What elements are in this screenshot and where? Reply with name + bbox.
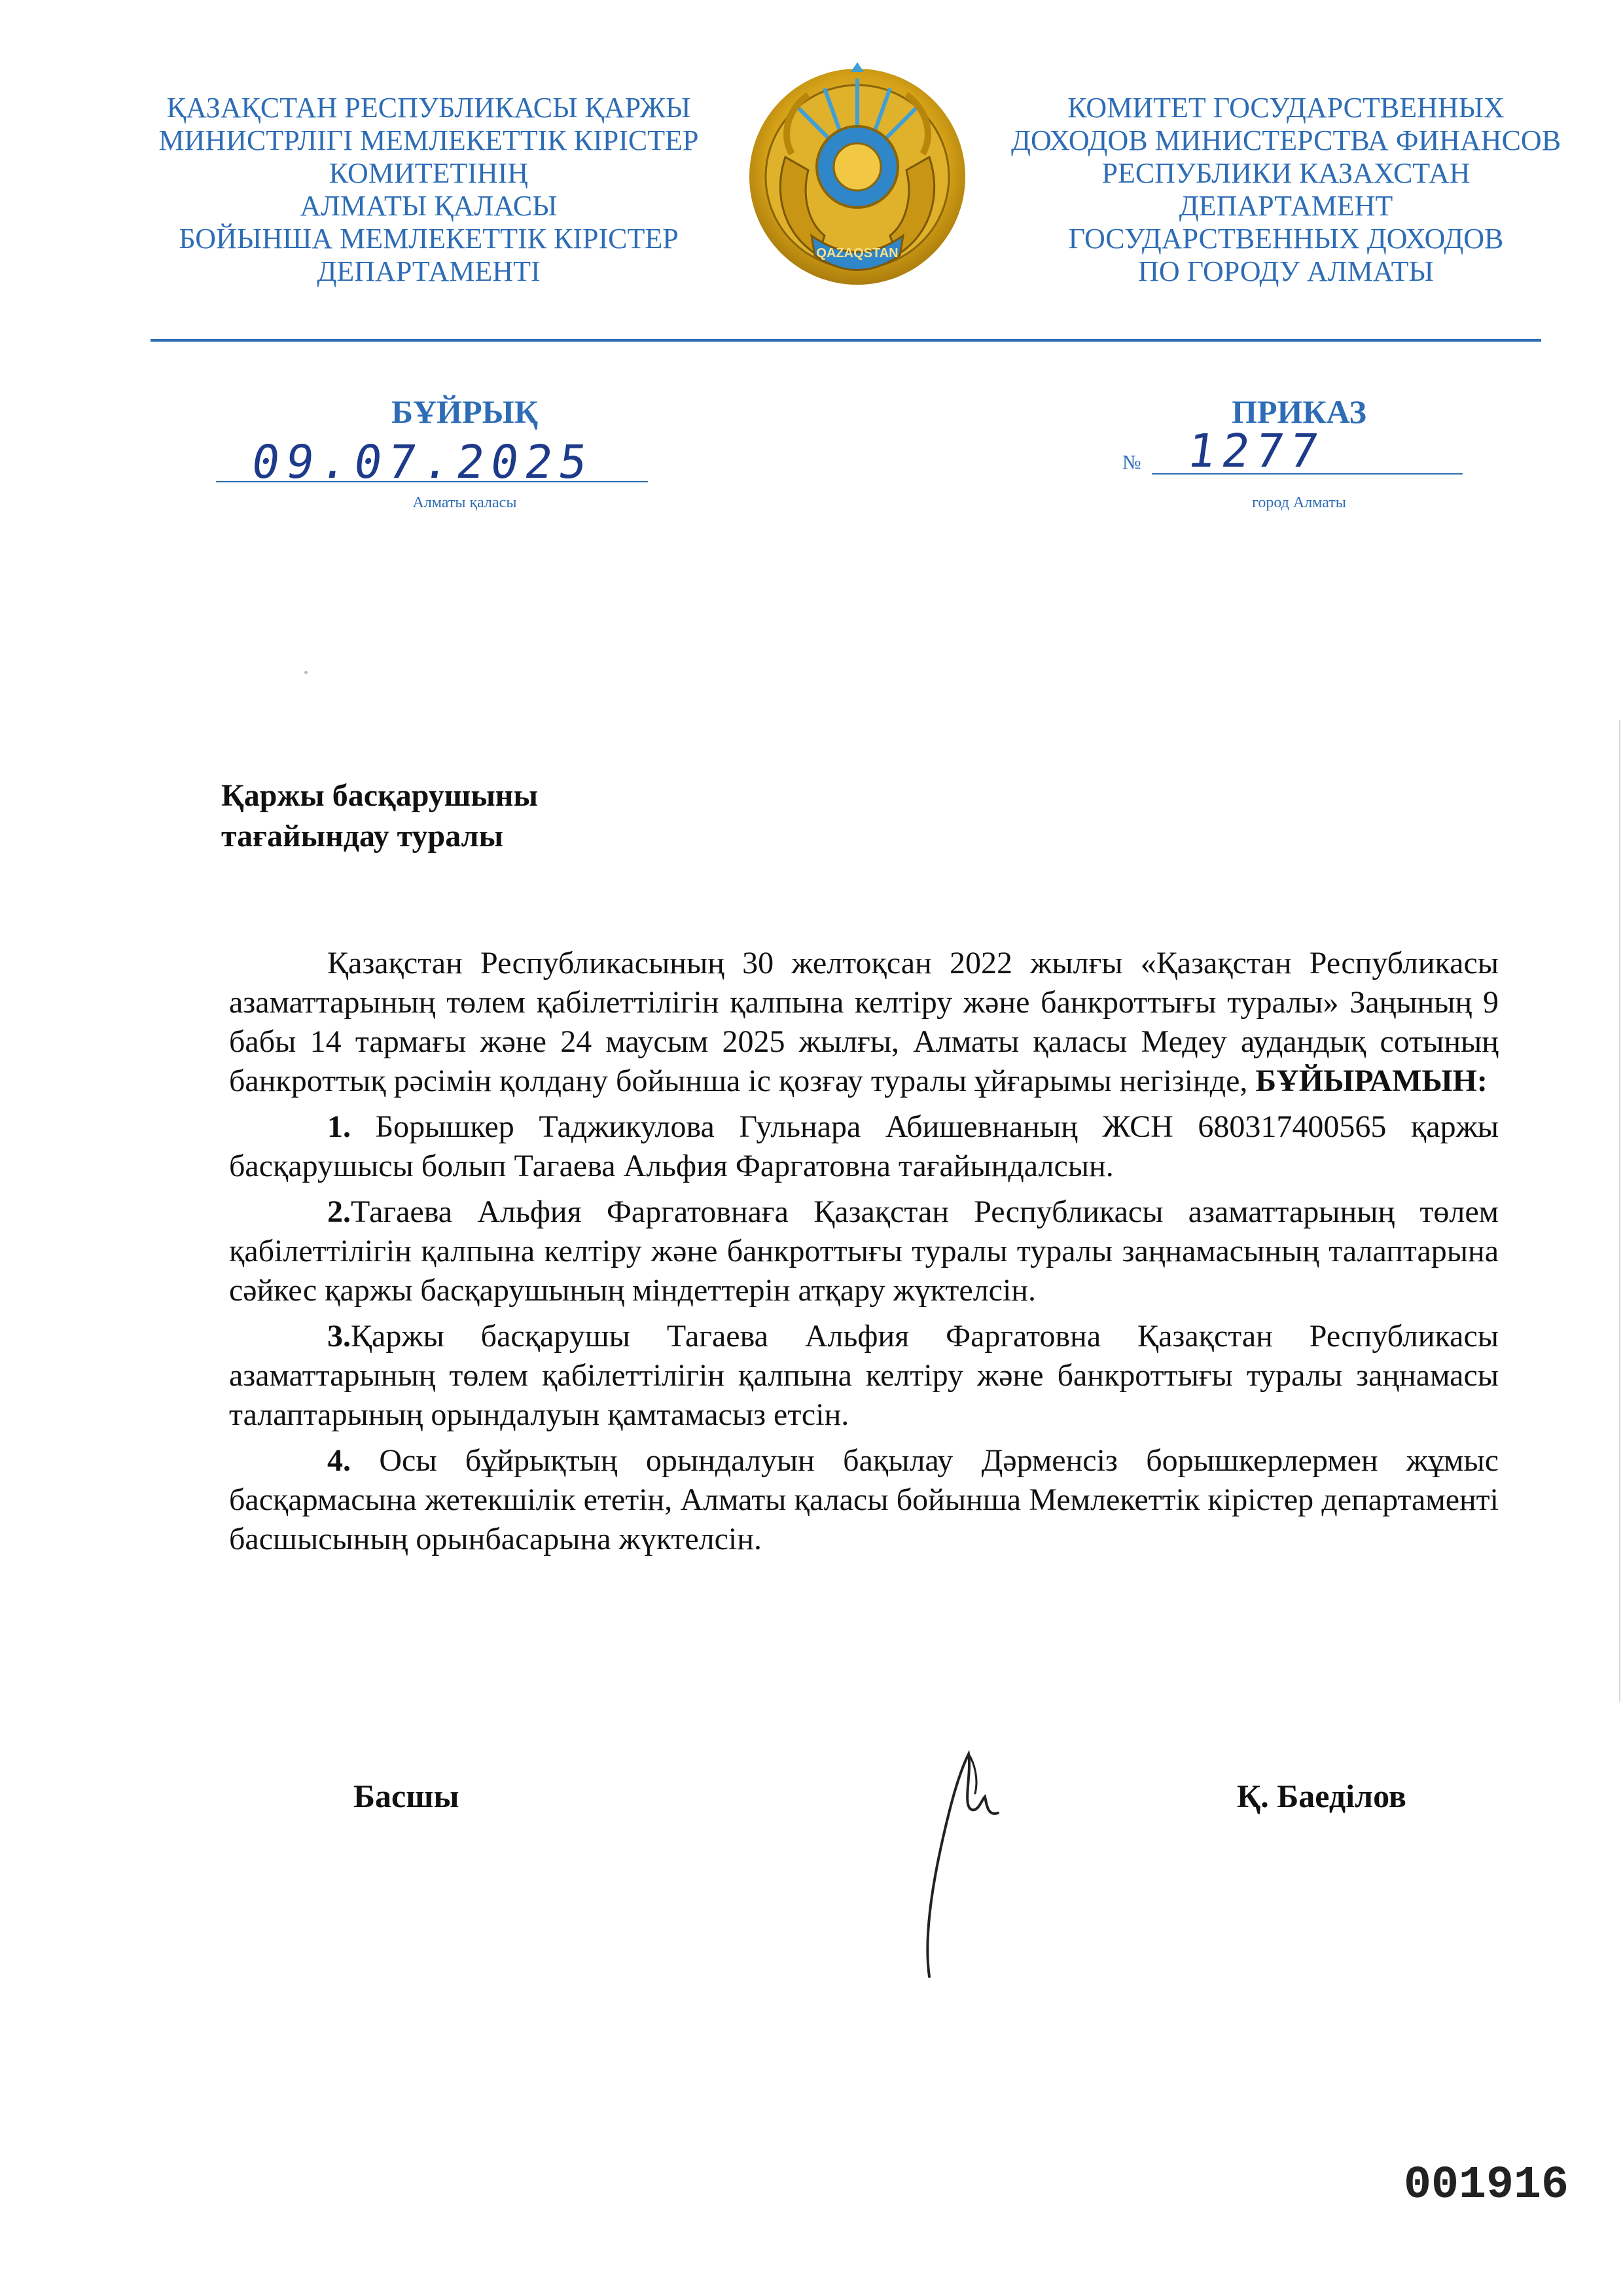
state-emblem-icon: [746, 59, 969, 295]
item-number: 1.: [327, 1109, 351, 1144]
item-number: 3.: [327, 1319, 351, 1354]
issuer-ru-line: ДЕПАРТАМЕНТ: [1179, 190, 1393, 222]
issuer-ru-line: ГОСУДАРСТВЕННЫХ ДОХОДОВ: [1068, 223, 1504, 255]
scan-edge: [1619, 720, 1620, 1702]
number-underline: [1152, 473, 1463, 475]
issuer-kz-line: БОЙЫНША МЕМЛЕКЕТТІК КІРІСТЕР: [179, 223, 679, 255]
issuer-kz-line: КОМИТЕТІНІҢ: [329, 157, 529, 189]
emblem-text: QAZAQSTAN: [816, 246, 899, 260]
signatory-name: Қ. Баеділов: [1237, 1778, 1406, 1814]
order-subject: [221, 776, 810, 857]
item-number: 2.: [327, 1194, 351, 1229]
number-sign: №: [1122, 452, 1141, 473]
subject-line: тағайындау туралы: [221, 819, 504, 853]
issuer-ru-line: ДОХОДОВ МИНИСТЕРСТВА ФИНАНСОВ: [1010, 124, 1561, 156]
issuer-ru-line: ПО ГОРОДУ АЛМАТЫ: [1138, 255, 1434, 287]
order-item: [229, 1441, 1499, 1559]
order-item: [229, 1193, 1499, 1310]
signatory-title: Басшы: [353, 1778, 459, 1814]
order-number: 1277: [1184, 424, 1329, 478]
preamble-text: Қазақстан Республикасының 30 желтоқсан 2022 жылғы «Қазақстан Республикасы азаматтарының төлем қабілеттілігін қалпына келтіру және банкроттығы туралы» Заңының 9 бабы 14 тармағы және 24 маусым 2025 жылғы, Алматы қаласы Медеу аудандық сотының банкроттық рәсімін қолдану бойынша іс қозғау туралы ұйғарымы негізінде,: [229, 946, 1499, 1098]
city-russian: город Алматы: [1252, 494, 1346, 511]
subject-line: Қаржы басқарушыны: [221, 778, 538, 813]
order-body: [229, 944, 1499, 1566]
item-number: 4.: [327, 1443, 351, 1478]
order-item: [229, 1107, 1499, 1186]
item-text: Қаржы басқарушы Тагаева Альфия Фаргатовна Қазақстан Республикасы азаматтарының төлем қабілеттілігін қалпына келтіру және банкроттығы туралы заңнамасы талаптарының орындалуын қамтамасыз етсін.: [229, 1319, 1499, 1432]
order-item: [229, 1317, 1499, 1435]
scan-speck: [304, 671, 308, 674]
issuer-kz-line: АЛМАТЫ ҚАЛАСЫ: [300, 190, 558, 222]
item-text: Осы бұйрықтың орындалуын бақылау Дәрменсіз борышкерлермен жұмыс басқармасына жетекшілік ететін, Алматы қаласы бойынша Мемлекеттік кірістер департаменті басшысының орынбасарына жүктелсін.: [229, 1443, 1499, 1556]
item-text: Тагаева Альфия Фаргатовнаға Қазақстан Республикасы азаматтарының төлем қабілеттілігін қалпына келтіру және банкроттығы туралы туралы заңнамасының талаптарына сәйкес қаржы басқарушының міндеттерін атқару жүктелсін.: [229, 1194, 1499, 1308]
issuer-name-russian: [991, 92, 1580, 288]
date-underline: [216, 481, 648, 482]
issuer-name-kazakh: [134, 92, 723, 288]
header-divider: [151, 339, 1541, 342]
issuer-kz-line: ДЕПАРТАМЕНТІ: [317, 255, 541, 287]
city-kazakh: Алматы қаласы: [412, 494, 517, 511]
preamble-paragraph: [229, 944, 1499, 1101]
order-date: 09.07.2025: [248, 435, 597, 489]
document-type-russian: ПРИКАЗ: [1232, 393, 1366, 430]
serial-number: 001916: [1404, 2160, 1569, 2212]
handwritten-signature-icon: [910, 1734, 1041, 1983]
item-text: Борышкер Таджикулова Гульнара Абишевнаның ЖСН 680317400565 қаржы басқарушысы болып Тагаева Альфия Фаргатовна тағайындалсын.: [229, 1109, 1499, 1183]
document-type-kazakh: БҰЙРЫҚ: [391, 393, 538, 430]
order-word: БҰЙЫРАМЫН:: [1255, 1064, 1488, 1098]
issuer-ru-line: РЕСПУБЛИКИ КАЗАХСТАН: [1101, 157, 1471, 189]
issuer-kz-line: МИНИСТРЛІГІ МЕМЛЕКЕТТІК КІРІСТЕР: [158, 124, 699, 156]
issuer-kz-line: ҚАЗАҚСТАН РЕСПУБЛИКАСЫ ҚАРЖЫ: [166, 92, 691, 124]
issuer-ru-line: КОМИТЕТ ГОСУДАРСТВЕННЫХ: [1067, 92, 1505, 124]
